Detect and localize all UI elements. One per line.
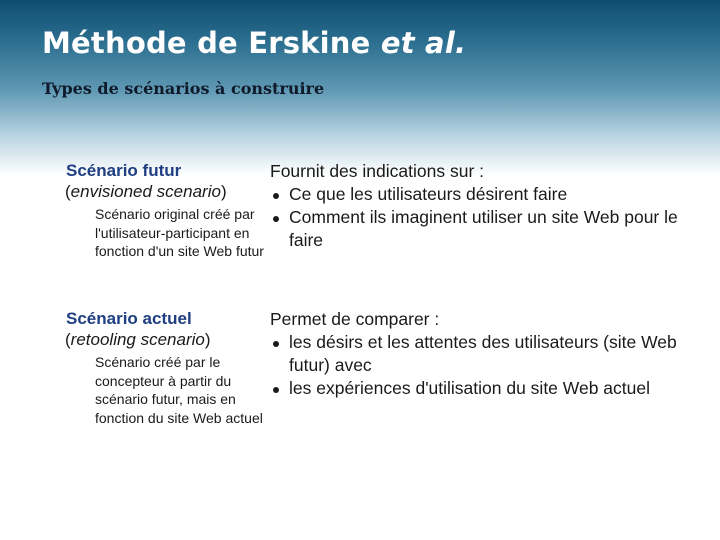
list-item: Ce que les utilisateurs désirent faire xyxy=(270,183,680,206)
scenario-english-name: (envisioned scenario) xyxy=(65,182,227,201)
scenario-term: Scénario actuel xyxy=(66,309,192,328)
purpose-intro: Fournit des indications sur : xyxy=(270,161,484,181)
bullet-icon xyxy=(273,193,279,199)
scenario-purpose xyxy=(270,160,680,252)
slide-subtitle: Types de scénarios à construire xyxy=(42,79,325,98)
list-item: les désirs et les attentes des utilisateurs (site Web futur) avec xyxy=(270,331,680,377)
title-italic: et al. xyxy=(380,26,467,60)
purpose-intro: Permet de comparer : xyxy=(270,309,440,329)
scenario-definition xyxy=(66,160,266,261)
bullet-icon xyxy=(273,216,279,222)
purpose-list xyxy=(270,183,680,252)
slide-title xyxy=(42,26,466,60)
bullet-icon xyxy=(273,387,279,393)
scenario-definition xyxy=(66,308,266,427)
scenario-description: Scénario créé par le concepteur à partir du scénario futur, mais en fonction du site Web actuel xyxy=(95,354,263,426)
scenario-english-name: (retooling scenario) xyxy=(65,330,211,349)
list-item: les expériences d'utilisation du site Web actuel xyxy=(270,377,680,400)
bullet-icon xyxy=(273,341,279,347)
scenario-description: Scénario original créé par l'utilisateur-participant en fonction d'un site Web futur xyxy=(95,206,264,259)
purpose-list xyxy=(270,331,680,400)
scenario-term: Scénario futur xyxy=(66,161,182,180)
list-item: Comment ils imaginent utiliser un site Web pour le faire xyxy=(270,206,680,252)
scenario-purpose xyxy=(270,308,680,400)
title-main: Méthode de Erskine xyxy=(42,26,381,60)
